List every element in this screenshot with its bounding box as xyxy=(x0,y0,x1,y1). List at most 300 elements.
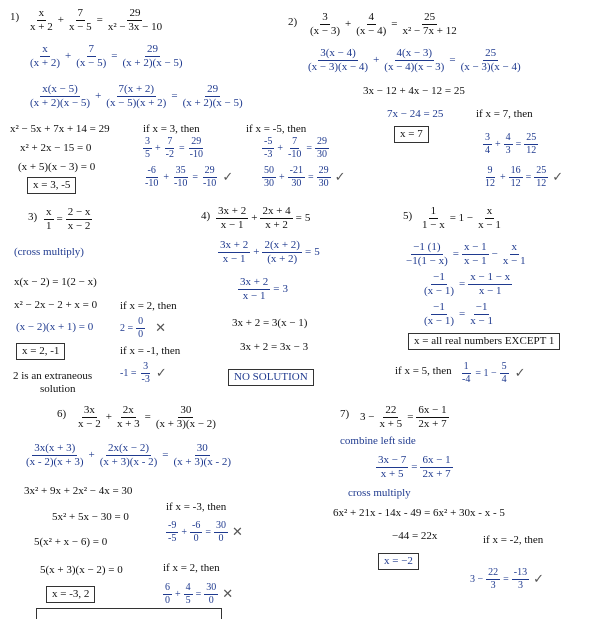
numerator: 29 xyxy=(318,165,329,176)
cross-icon: ✕ xyxy=(222,587,234,602)
denominator: 12 xyxy=(485,178,495,189)
denominator: 12 xyxy=(536,178,547,189)
denominator: x − 5 xyxy=(68,21,92,33)
fraction xyxy=(422,272,456,297)
denominator: −1(1 − x) xyxy=(406,255,448,267)
numerator: x xyxy=(42,43,48,55)
fraction xyxy=(416,405,448,430)
numerator: 25 xyxy=(485,47,497,59)
fraction xyxy=(181,84,245,109)
problem-6-answer: x = -3, 2 xyxy=(46,586,95,603)
operator: = xyxy=(111,50,118,62)
problem-7-check-label: if x = -2, then xyxy=(483,534,544,546)
operator: = xyxy=(459,278,466,290)
denominator: (x − 1) xyxy=(424,315,455,327)
denominator: -5 xyxy=(168,533,177,544)
problem-3-extraneous-1: 2 is an extraneous xyxy=(13,370,93,382)
fraction xyxy=(172,443,234,468)
problem-1-answer: x = 3, -5 xyxy=(27,177,76,194)
fraction xyxy=(354,12,388,37)
numerator: 2(x + 2) xyxy=(264,239,300,251)
numerator: -6 xyxy=(147,165,156,176)
checkmark-icon: ✓ xyxy=(222,170,234,185)
fraction xyxy=(172,166,189,189)
fraction xyxy=(462,242,489,267)
denominator: 5 xyxy=(145,149,150,160)
fraction xyxy=(190,521,202,544)
fraction xyxy=(214,521,228,544)
fraction xyxy=(115,405,142,430)
checkmark-icon: ✓ xyxy=(155,366,167,381)
problem-6-line-4: 5(x + 3)(x − 2) = 0 xyxy=(40,564,123,576)
operator: + xyxy=(279,171,285,183)
denominator: 0 xyxy=(193,533,199,544)
denominator: 3 xyxy=(505,145,511,156)
denominator: (x + 3)(x − 2) xyxy=(155,418,216,430)
problem-6-line-1: 3x² + 9x + 2x² − 4x = 30 xyxy=(24,485,133,497)
numerator: 5 xyxy=(501,361,507,372)
numerator: 4(x − 3) xyxy=(396,47,433,59)
cross-icon: ✕ xyxy=(231,525,243,540)
fraction xyxy=(28,44,62,69)
numerator: x(x − 5) xyxy=(42,83,78,95)
denominator: x − 1 xyxy=(463,255,487,267)
math-term: 3 xyxy=(282,283,288,295)
denominator: 30 xyxy=(291,178,302,189)
operator: + xyxy=(88,449,95,461)
numerator: 29 xyxy=(316,136,327,147)
checkmark-icon: ✓ xyxy=(533,572,545,587)
numerator: 3x + 2 xyxy=(240,276,269,288)
problem-2-line-2: 7x − 24 = 25 xyxy=(387,108,444,120)
fraction xyxy=(468,302,495,327)
numerator: 4 xyxy=(185,582,191,593)
numerator: 30 xyxy=(206,582,217,593)
fraction xyxy=(468,272,512,297)
problem-6-step-2 xyxy=(24,443,233,468)
numerator: 29 xyxy=(147,43,159,55)
denominator: -4 xyxy=(462,374,471,385)
numerator: 3 xyxy=(143,361,149,372)
fraction xyxy=(262,166,276,189)
denominator: x + 5 xyxy=(379,418,403,430)
fraction xyxy=(504,133,513,156)
fraction xyxy=(76,405,103,430)
problem-6-check-1 xyxy=(166,521,243,544)
fraction xyxy=(44,207,54,232)
operator: = xyxy=(144,411,151,423)
problem-7-check xyxy=(470,568,544,591)
problem-3-number: 3) xyxy=(28,211,38,223)
numerator: 2x(x − 2) xyxy=(108,442,150,454)
denominator: x − 1 xyxy=(478,285,502,297)
operator: = xyxy=(503,573,509,585)
operator: = xyxy=(192,171,198,183)
fraction xyxy=(143,137,152,160)
numerator: −1 xyxy=(475,301,488,313)
numerator: 3x − 7 xyxy=(378,454,407,466)
denominator: (x − 4) xyxy=(356,25,387,37)
numerator: -6 xyxy=(191,520,201,531)
denominator: 2x + 7 xyxy=(422,468,451,480)
fraction xyxy=(317,166,331,189)
problem-7-note-2: cross multiply xyxy=(348,487,411,499)
denominator: x + 5 xyxy=(380,468,404,480)
denominator: 5 xyxy=(185,595,191,606)
fraction xyxy=(422,302,456,327)
fraction xyxy=(459,48,523,73)
problem-5-step-2 xyxy=(404,242,528,267)
numerator: x − 1 − x xyxy=(470,271,511,283)
problem-6-equation xyxy=(76,405,218,430)
problem-2-line-1: 3x − 12 + 4x − 12 = 25 xyxy=(363,85,465,97)
operator: = xyxy=(56,213,63,225)
operator: = xyxy=(304,246,312,258)
fraction xyxy=(534,166,548,189)
denominator: x − 1 xyxy=(502,255,526,267)
numerator: 7 xyxy=(167,136,173,147)
math-term: 3 − xyxy=(470,573,484,585)
problem-4-step-2 xyxy=(218,240,320,265)
problem-2-check-label: if x = 7, then xyxy=(476,108,533,120)
denominator: 3 xyxy=(490,580,496,591)
numerator: 3x + 2 xyxy=(220,239,249,251)
numerator: x xyxy=(486,205,493,217)
operator: + xyxy=(277,142,283,154)
fraction xyxy=(315,137,329,160)
fraction xyxy=(483,166,497,189)
fraction xyxy=(24,443,86,468)
denominator: 3 xyxy=(517,580,523,591)
numerator: -13 xyxy=(513,567,528,578)
denominator: -10 xyxy=(287,149,302,160)
problem-4-equation xyxy=(216,206,310,231)
problem-3-check-1 xyxy=(120,317,166,340)
denominator: 2x + 7 xyxy=(418,418,447,430)
denominator: 1 − x xyxy=(422,219,445,231)
fraction xyxy=(483,133,492,156)
fraction xyxy=(104,84,168,109)
problem-2-check-a xyxy=(483,133,538,156)
problem-3-note: (cross multiply) xyxy=(14,246,84,258)
numerator: 30 xyxy=(180,404,192,416)
numerator: 25 xyxy=(536,165,547,176)
math-term: 5 xyxy=(304,212,311,224)
numerator: −1 (1) xyxy=(413,241,441,253)
numerator: -5 xyxy=(264,136,273,147)
problem-5-check-label: if x = 5, then xyxy=(395,365,452,377)
problem-6-check-2 xyxy=(163,583,233,606)
numerator: 3 xyxy=(145,136,150,147)
numerator: −1 xyxy=(433,271,445,283)
fraction xyxy=(524,133,538,156)
operator: − xyxy=(491,248,498,260)
denominator: (x + 2)(x − 5) xyxy=(30,97,91,109)
operator: = xyxy=(96,14,103,26)
problem-3-check-2 xyxy=(120,362,167,385)
fraction xyxy=(201,166,218,189)
operator: + xyxy=(373,54,380,66)
operator: = xyxy=(452,248,459,260)
denominator: (x − 5) xyxy=(76,57,107,69)
denominator: (x + 2) xyxy=(267,253,298,265)
fraction xyxy=(121,44,185,69)
numerator: 4 xyxy=(368,11,375,23)
numerator: 6x − 1 xyxy=(418,404,447,416)
denominator: x − 2 xyxy=(78,418,101,430)
denominator: x − 1 xyxy=(470,315,493,327)
problem-7-line-2: −44 = 22x xyxy=(392,530,438,542)
numerator: 3x xyxy=(83,404,95,416)
numerator: 29 xyxy=(204,165,215,176)
fraction xyxy=(376,455,408,480)
checkmark-icon: ✓ xyxy=(552,170,564,185)
problem-4-step-3 xyxy=(238,277,288,302)
operator: = xyxy=(407,411,414,423)
problem-2-equation xyxy=(308,12,459,37)
denominator: 0 xyxy=(208,595,214,606)
denominator: -3 xyxy=(264,149,273,160)
problem-7-answer: x = −2 xyxy=(378,553,419,570)
numerator: 7 xyxy=(292,136,298,147)
fraction xyxy=(486,568,500,591)
denominator: 0 xyxy=(138,329,144,340)
numerator: 29 xyxy=(129,7,141,19)
fraction xyxy=(460,362,472,385)
problem-1-check-2-b xyxy=(262,166,346,189)
math-term: 3 − xyxy=(360,411,375,423)
numerator: 4 xyxy=(505,132,511,143)
denominator: x − 1 xyxy=(222,253,246,265)
operator: = xyxy=(295,212,302,224)
numerator: 6x − 1 xyxy=(422,454,451,466)
denominator: 30 xyxy=(318,178,329,189)
problem-7-equation xyxy=(360,405,449,430)
problem-1-step-2 xyxy=(28,44,185,69)
fraction xyxy=(154,405,218,430)
numerator: -21 xyxy=(289,165,303,176)
fraction xyxy=(164,137,176,160)
fraction xyxy=(262,240,302,265)
numerator: 50 xyxy=(264,165,274,176)
numerator: -9 xyxy=(168,520,177,531)
fraction xyxy=(66,207,93,232)
problem-1-line-1: x² − 5x + 7x + 14 = 29 xyxy=(10,123,110,135)
numerator: 29 xyxy=(207,83,219,95)
numerator: 7 xyxy=(88,43,95,55)
fraction xyxy=(188,137,205,160)
fraction xyxy=(308,12,342,37)
fraction xyxy=(401,12,459,37)
math-term: 5 xyxy=(314,246,320,258)
fraction xyxy=(286,137,303,160)
problem-4-line-2: 3x + 2 = 3x − 3 xyxy=(240,341,309,353)
fraction xyxy=(67,8,94,33)
checkmark-icon: ✓ xyxy=(514,366,526,381)
operator: = xyxy=(449,54,456,66)
checkmark-icon: ✓ xyxy=(334,170,346,185)
fraction xyxy=(184,583,193,606)
problem-1-line-2: x² + 2x − 15 = 0 xyxy=(20,142,92,154)
denominator: -10 xyxy=(145,178,159,189)
operator: + xyxy=(155,142,161,154)
problem-7-note-1: combine left side xyxy=(340,435,416,447)
numerator: 7 xyxy=(77,7,84,19)
problem-3-line-1: x(x − 2) = 1(2 − x) xyxy=(14,276,97,288)
denominator: (x + 2)(x − 5) xyxy=(182,97,243,109)
numerator: x xyxy=(38,7,45,19)
numerator: 25 xyxy=(424,11,436,23)
denominator: x² − 7x + 12 xyxy=(402,25,457,37)
fraction xyxy=(404,242,450,267)
operator: + xyxy=(163,171,169,183)
fraction xyxy=(216,206,248,231)
problem-1-check-1-a xyxy=(143,137,205,160)
math-term: -1 = xyxy=(120,367,137,379)
operator: + xyxy=(65,50,72,62)
problem-5-equation xyxy=(420,206,503,231)
problem-1-check-1-b xyxy=(143,166,233,189)
denominator: -10 xyxy=(173,178,188,189)
problem-5-answer: x = all real numbers EXCEPT 1 xyxy=(408,333,560,350)
numerator: 3x + 2 xyxy=(218,205,247,217)
operator: + xyxy=(495,138,501,150)
problem-6-number: 6) xyxy=(57,408,67,420)
fraction xyxy=(509,166,523,189)
denominator: (x + 3)(x - 2) xyxy=(173,456,232,468)
problem-4-line-1: 3x + 2 = 3(x − 1) xyxy=(232,317,308,329)
fraction xyxy=(476,206,503,231)
cross-icon: ✕ xyxy=(155,321,167,336)
operator: + xyxy=(251,212,258,224)
denominator: (x - 2)(x + 3) xyxy=(26,456,84,468)
operator: = xyxy=(306,142,312,154)
denominator: 30 xyxy=(264,178,274,189)
numerator: 3(x − 4) xyxy=(320,47,356,59)
denominator: x + 2 xyxy=(265,219,288,231)
operator: + xyxy=(500,171,506,183)
problem-3-check-2-label: if x = -1, then xyxy=(120,345,181,357)
problem-1-step-3 xyxy=(28,84,245,109)
problem-7-number: 7) xyxy=(340,408,350,420)
problem-5-check xyxy=(460,362,526,385)
fraction xyxy=(143,166,160,189)
fraction xyxy=(28,84,92,109)
problem-1-check-1-label: if x = 3, then xyxy=(143,123,200,135)
denominator: 0 xyxy=(165,595,170,606)
problem-2-number: 2) xyxy=(288,16,298,28)
numerator: x xyxy=(46,206,52,218)
denominator: (x + 2) xyxy=(30,57,61,69)
fraction xyxy=(262,137,274,160)
numerator: 6 xyxy=(165,582,170,593)
operator: = xyxy=(273,283,280,295)
denominator: x + 2 xyxy=(30,21,53,33)
operator: = 1 − xyxy=(475,367,497,379)
denominator: 12 xyxy=(510,178,521,189)
fraction xyxy=(288,166,305,189)
operator: = 1 − xyxy=(449,212,474,224)
problem-5-step-4 xyxy=(422,302,495,327)
denominator: (x − 3)(x − 4) xyxy=(460,61,521,73)
fraction xyxy=(238,277,270,302)
denominator: 4 xyxy=(485,145,490,156)
numerator: 2 − x xyxy=(67,206,91,218)
problem-1-equation xyxy=(28,8,164,33)
numerator: 25 xyxy=(526,132,537,143)
denominator: 1 xyxy=(46,220,52,232)
problem-6-line-2: 5x² + 5x − 30 = 0 xyxy=(52,511,129,523)
operator: + xyxy=(181,526,187,538)
fraction xyxy=(136,317,145,340)
problem-5-number: 5) xyxy=(403,210,413,222)
operator: = xyxy=(195,588,202,600)
fraction xyxy=(512,568,529,591)
numerator: 9 xyxy=(487,165,493,176)
denominator: 30 xyxy=(316,149,327,160)
denominator: (x − 4)(x − 3) xyxy=(384,61,445,73)
operator: + xyxy=(95,90,102,102)
fraction xyxy=(28,8,55,33)
denominator: x − 2 xyxy=(67,220,91,232)
fraction xyxy=(139,362,151,385)
fraction xyxy=(74,44,108,69)
fraction xyxy=(500,362,509,385)
problem-1-number: 1) xyxy=(10,11,20,23)
operator: = xyxy=(171,90,178,102)
denominator: x + 3 xyxy=(116,418,140,430)
numerator: 35 xyxy=(175,165,186,176)
fraction xyxy=(204,583,218,606)
denominator: (x − 5)(x + 2) xyxy=(106,97,167,109)
operator: = xyxy=(162,449,169,461)
numerator: x − 1 xyxy=(463,241,487,253)
denominator: -3 xyxy=(141,374,150,385)
denominator: (x − 3)(x − 4) xyxy=(308,61,369,73)
numerator: 2x xyxy=(122,404,134,416)
numerator: −1 xyxy=(433,301,445,313)
numerator: 3 xyxy=(322,11,328,23)
denominator: -10 xyxy=(202,178,217,189)
denominator: -10 xyxy=(189,149,203,160)
problem-6-check-1-label: if x = -3, then xyxy=(166,501,227,513)
problem-2-answer: x = 7 xyxy=(394,126,429,143)
problem-2-step-2 xyxy=(306,48,523,73)
denominator: -2 xyxy=(165,149,174,160)
problem-7-step-2 xyxy=(376,455,453,480)
fraction xyxy=(377,405,404,430)
problem-4-answer: NO SOLUTION xyxy=(228,369,314,386)
denominator: (x + 3)(x - 2) xyxy=(99,456,158,468)
denominator: x − 1 xyxy=(478,219,501,231)
problem-3-check-1-label: if x = 2, then xyxy=(120,300,177,312)
denominator: 0 xyxy=(218,533,224,544)
problem-4-number: 4) xyxy=(201,210,211,222)
problem-3-equation xyxy=(44,207,92,232)
problem-7-line-1: 6x² + 21x - 14x - 49 = 6x² + 30x - x - 5 xyxy=(333,507,505,519)
operator: + xyxy=(175,588,181,600)
numerator: x xyxy=(511,241,517,253)
problem-1-line-3: (x + 5)(x − 3) = 0 xyxy=(18,161,96,173)
operator: = xyxy=(459,308,466,320)
numerator: 22 xyxy=(385,404,397,416)
denominator: x² − 3x − 10 xyxy=(107,21,163,33)
problem-5-step-3 xyxy=(422,272,512,297)
problem-1-check-2-label: if x = -5, then xyxy=(246,123,307,135)
fraction xyxy=(106,8,164,33)
problem-3-line-2: x² − 2x − 2 + x = 0 xyxy=(14,299,98,311)
operator: + xyxy=(253,246,260,258)
